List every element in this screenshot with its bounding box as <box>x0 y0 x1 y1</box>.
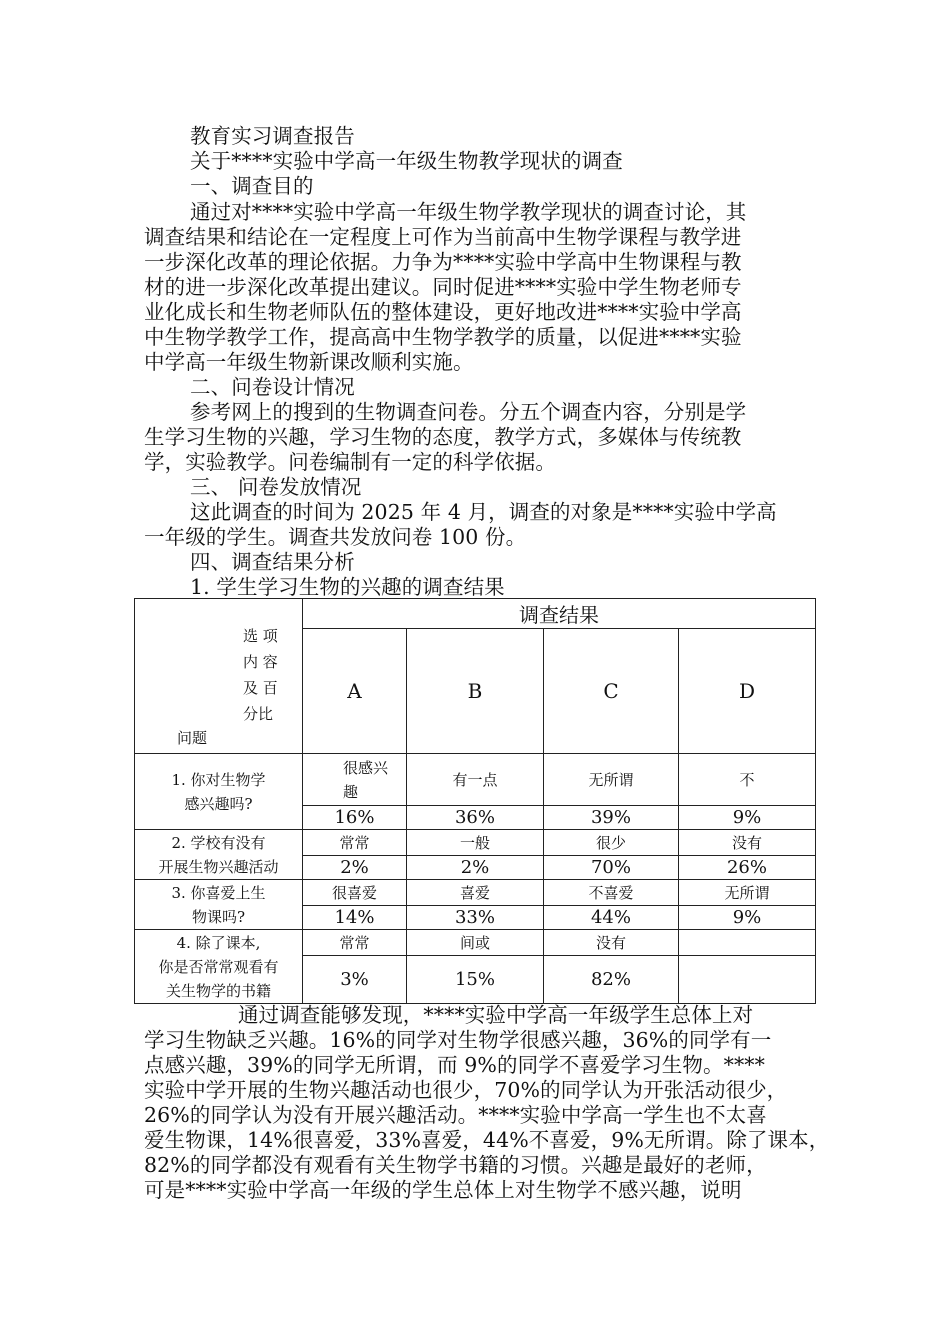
document-title: 教育实习调查报告 <box>190 124 355 148</box>
percent-cell: 70% <box>544 856 679 880</box>
conclusion-line: 26%的同学认为没有开展兴趣活动。****实验中学高一学生也不太喜 <box>144 1103 767 1127</box>
option-cell <box>303 754 407 806</box>
option-cell: 不 <box>679 754 816 806</box>
question-line: 4. 除了课本, <box>176 933 261 952</box>
option-text: 趣 <box>343 782 359 801</box>
section-2-line: 学，实验教学。问卷编制有一定的科学依据。 <box>144 450 556 474</box>
question-line: 关生物学的书籍 <box>165 981 271 1000</box>
corner-label: 内 容 <box>243 653 278 671</box>
section-3-line: 这此调查的时间为 2025 年 4 月，调查的对象是****实验中学高 <box>190 500 777 524</box>
conclusion-line: 点感兴趣，39%的同学无所谓，而 9%的同学不喜爱学习生物。**** <box>144 1053 766 1077</box>
percent-cell: 2% <box>407 856 544 880</box>
option-cell: 无所谓 <box>544 754 679 806</box>
percent-cell: 9% <box>679 906 816 930</box>
option-letter-d: D <box>679 629 816 754</box>
section-1-line: 中学高一年级生物新课改顺利实施。 <box>144 350 474 374</box>
option-letter-c: C <box>544 629 679 754</box>
conclusion-line: 可是****实验中学高一年级的学生总体上对生物学不感兴趣，说明 <box>144 1178 742 1202</box>
option-cell: 没有 <box>679 830 816 856</box>
percent-cell: 16% <box>303 806 407 830</box>
section-1-line: 调查结果和结论在一定程度上可作为当前高中生物学课程与教学进 <box>144 225 742 249</box>
option-cell: 不喜爱 <box>544 880 679 906</box>
survey-results-table <box>134 598 816 1004</box>
document-subtitle: 关于****实验中学高一年级生物教学现状的调查 <box>190 149 623 173</box>
option-cell: 喜爱 <box>407 880 544 906</box>
question-cell <box>135 930 303 1004</box>
conclusion-line: 爱生物课，14%很喜爱，33%喜爱，44%不喜爱，9%无所谓。除了课本， <box>144 1128 830 1152</box>
question-line: 你是否常常观看有 <box>158 957 279 976</box>
table-corner-header <box>135 599 303 754</box>
question-cell <box>135 880 303 930</box>
conclusion-line: 通过调查能够发现，****实验中学高一年级学生总体上对 <box>238 1003 754 1027</box>
percent-cell: 15% <box>407 956 544 1004</box>
corner-label: 及 百 <box>243 679 278 697</box>
conclusion-line: 学习生物缺乏兴趣。16%的同学对生物学很感兴趣，36%的同学有一 <box>144 1028 772 1052</box>
option-cell: 有一点 <box>407 754 544 806</box>
option-cell: 常常 <box>303 830 407 856</box>
section-1-line: 材的进一步深化改革提出建议。同时促进****实验中学生物老师专 <box>144 275 742 299</box>
option-cell: 没有 <box>544 930 679 956</box>
section-1-heading: 一、调查目的 <box>190 174 314 198</box>
option-cell: 无所谓 <box>679 880 816 906</box>
option-text: 很感兴 <box>343 758 389 777</box>
section-3-line: 一年级的学生。调查共发放问卷 100 份。 <box>144 525 527 549</box>
percent-cell: 36% <box>407 806 544 830</box>
percent-cell: 33% <box>407 906 544 930</box>
section-3-heading: 三、 问卷发放情况 <box>190 475 362 499</box>
option-cell: 很少 <box>544 830 679 856</box>
section-1-line: 业化成长和生物老师队伍的整体建设，更好地改进****实验中学高 <box>144 300 742 324</box>
question-cell <box>135 754 303 830</box>
option-letter-a: A <box>303 629 407 754</box>
question-line: 物课吗? <box>191 907 246 926</box>
question-line: 开展生物兴趣活动 <box>158 857 279 876</box>
corner-label: 选 项 <box>243 627 278 645</box>
percent-cell <box>679 956 816 1004</box>
section-4-heading: 四、调查结果分析 <box>190 550 355 574</box>
corner-label: 分比 <box>243 705 274 723</box>
option-cell: 常常 <box>303 930 407 956</box>
conclusion-line: 82%的同学都没有观看有关生物学书籍的习惯。兴趣是最好的老师， <box>144 1153 767 1177</box>
table-result-header: 调查结果 <box>303 599 816 629</box>
section-2-heading: 二、问卷设计情况 <box>190 375 355 399</box>
section-1-line: 一步深化改革的理论依据。力争为****实验中学高中生物课程与教 <box>144 250 742 274</box>
section-1-line: 通过对****实验中学高一年级生物学教学现状的调查讨论，其 <box>190 200 747 224</box>
percent-cell: 39% <box>544 806 679 830</box>
percent-cell: 9% <box>679 806 816 830</box>
option-cell: 一般 <box>407 830 544 856</box>
option-cell: 很喜爱 <box>303 880 407 906</box>
option-cell <box>679 930 816 956</box>
question-line: 3. 你喜爱上生 <box>171 883 266 902</box>
percent-cell: 82% <box>544 956 679 1004</box>
percent-cell: 2% <box>303 856 407 880</box>
section-4-subheading: 1. 学生学习生物的兴趣的调查结果 <box>190 575 505 599</box>
section-1-line: 中生物学教学工作，提高高中生物学教学的质量，以促进****实验 <box>144 325 742 349</box>
percent-cell: 26% <box>679 856 816 880</box>
question-line: 感兴趣吗? <box>184 794 253 813</box>
percent-cell: 14% <box>303 906 407 930</box>
question-cell <box>135 830 303 880</box>
question-line: 2. 学校有没有 <box>171 833 266 852</box>
percent-cell: 3% <box>303 956 407 1004</box>
option-cell: 间或 <box>407 930 544 956</box>
question-line: 1. 你对生物学 <box>171 770 266 789</box>
option-letter-b: B <box>407 629 544 754</box>
corner-label: 问题 <box>177 729 208 747</box>
section-2-line: 参考网上的搜到的生物调查问卷。分五个调查内容，分别是学 <box>190 400 747 424</box>
section-2-line: 生学习生物的兴趣，学习生物的态度，教学方式，多媒体与传统教 <box>144 425 742 449</box>
percent-cell: 44% <box>544 906 679 930</box>
conclusion-line: 实验中学开展的生物兴趣活动也很少，70%的同学认为开张活动很少， <box>144 1078 788 1102</box>
